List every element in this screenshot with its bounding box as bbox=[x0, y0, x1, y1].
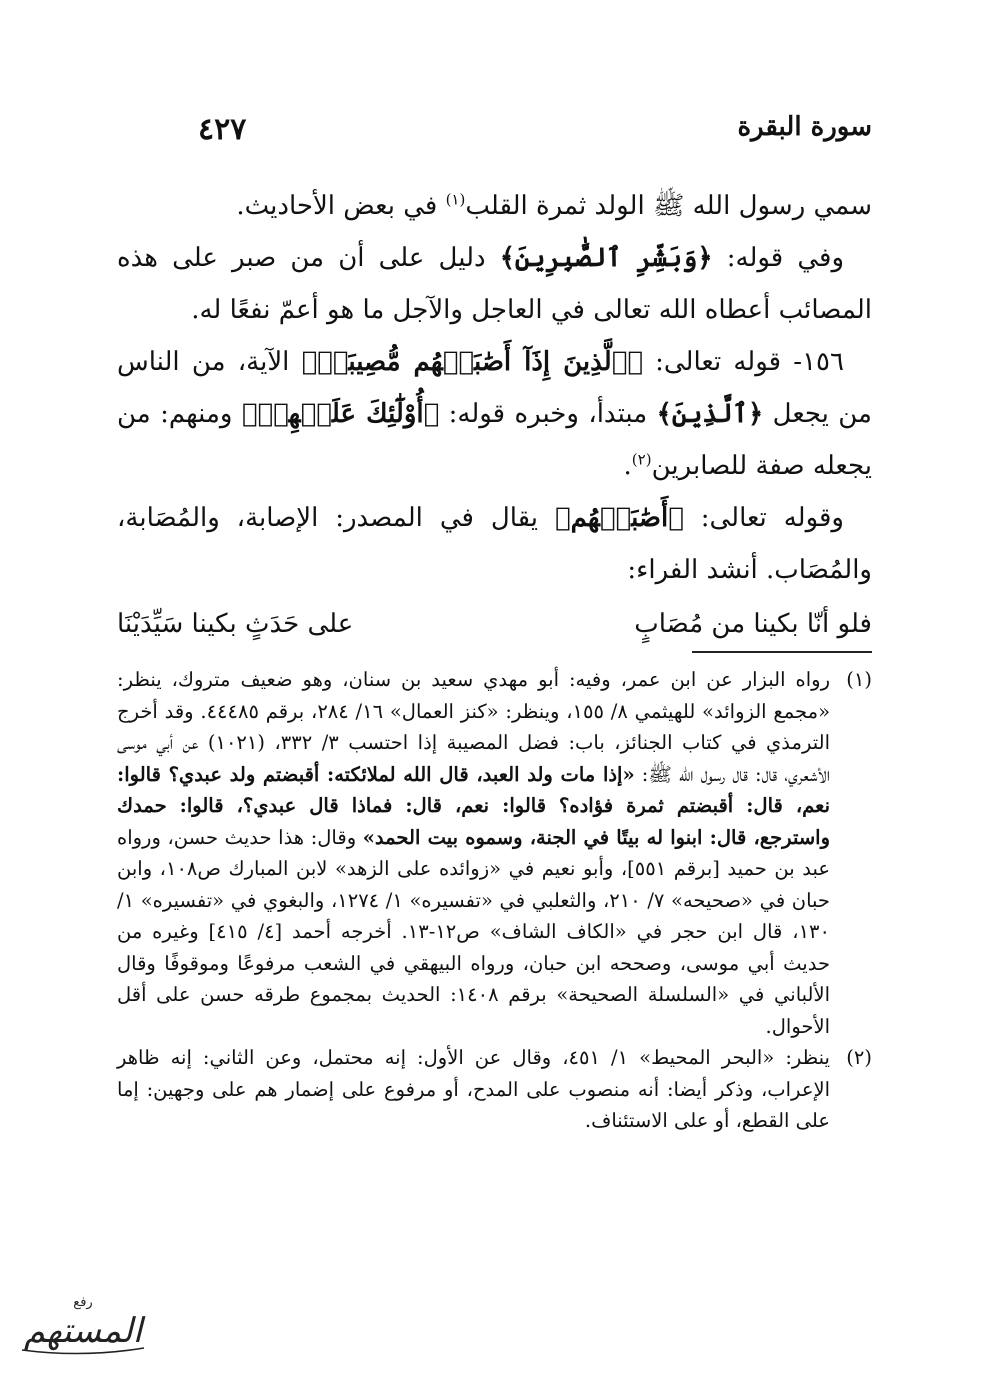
text-run: وقوله تعالى: bbox=[683, 503, 844, 533]
text-run: مبتدأ، وخبره قوله: bbox=[439, 399, 657, 429]
paragraph-3 bbox=[117, 336, 872, 492]
footnote-ref-1[interactable]: (١) bbox=[445, 190, 466, 209]
main-text bbox=[117, 180, 872, 650]
footnote-number: (٢) bbox=[846, 1046, 872, 1069]
footnote-text: ينظر: «البحر المحيط» ١/ ٤٥١، وقال عن الأول: إنه محتمل، وعن الثاني: إنه ظاهر الإعراب، وذكر أيضا: أنه منصوب على المدح، أو مرفوع على إضمار هم على وجهين: إما على القطع، أو على الاستئناف. bbox=[117, 1046, 830, 1132]
footnote-ref-2[interactable]: (٢) bbox=[631, 450, 652, 469]
running-header bbox=[160, 112, 872, 152]
text-run: ١٥٦- قوله تعالى: bbox=[642, 347, 844, 377]
publisher-logo bbox=[8, 1290, 158, 1360]
text-run: وقال: هذا حديث حسن، ورواه عبد بن حميد [برقم ٥٥١]، وأبو نعيم في «زوائده على الزهد» لابن المبارك ص١٠٨، وابن حبان في «صحيحه» ٧/ ٢١٠، والثعلبي في «تفسيره» ١/ ١٢٧٤، والبغوي في «تفسيره» ١/ ١٣٠، قال ابن حجر في «الكاف الشاف» ص١٢-١٣. أخرجه أحمد [٤/ ٤١٥] وغيره من حديث أبي موسى، وصححه ابن حبان، ورواه البيهقي في الشعب مرفوعًا وموقوفًا وقال الألباني في «السلسلة الصحيحة» برقم ١٤٠٨: الحديث بمجموع طرقه حسن على أقل الأحوال. bbox=[117, 825, 831, 1038]
poetry-verse bbox=[117, 598, 872, 650]
text-run: الآية، من الناس من يجعل bbox=[117, 347, 872, 429]
paragraph-1 bbox=[117, 180, 872, 232]
logo-text: المستهم bbox=[23, 1311, 143, 1351]
quran-quote: ﴿أَصَٰبَتۡهُم﴾ bbox=[554, 503, 684, 533]
text-run: في بعض الأحاديث. bbox=[236, 191, 446, 221]
footnote-text bbox=[117, 664, 830, 1042]
text-run: ومنهم: من يجعله صفة للصابرين bbox=[117, 399, 872, 481]
paragraph-4 bbox=[117, 492, 872, 596]
surah-title: سورة البقرة bbox=[737, 112, 872, 142]
text-run: دليل على أن من صبر على هذه المصائب أعطاه الله تعالى في العاجل والآجل ما هو أعمّ نفعًا له. bbox=[117, 243, 872, 325]
footnote-2 bbox=[117, 1042, 872, 1137]
hadith-quote: «إذا مات ولد العبد، قال الله لملائكته: أقبضتم ولد عبدي؟ قالوا: نعم، قال: أقبضتم ثمرة فؤاده؟ قالوا: نعم، قال: فماذا قال عبدي؟، قالوا: حمدك واسترجع، قال: ابنوا له بيتًا في الجنة، وسموه بيت الحمد» bbox=[117, 762, 831, 849]
text-run: وفي قوله: bbox=[712, 243, 844, 273]
verse-first-hemistich: فلو أنّا بكينا من مُصَابٍ bbox=[634, 609, 872, 639]
quran-quote: ﴿ٱلَّذِينَ﴾ bbox=[656, 399, 764, 429]
text-run: رواه البزار عن ابن عمر، وفيه: أبو مهدي سعيد بن سنان، وهو ضعيف متروك، ينظر: «مجمع الزوائد» للهيثمي ٨/ ١٥٥، وينظر: «كنز العمال» ١٦/ ٢٨٤، برقم ٤٤٤٨٥. وقد أخرج الترمذي في كتاب الجنائز، باب: فضل المصيبة إذا احتسب ٣/ ٣٣٢، (١٠٢١) عن أبي موسى الأشعري، قال: قال رسول الله ﷺ: bbox=[117, 668, 831, 786]
quran-quote: ﴿أُوْلَٰٓئِكَ عَلَيۡهِمۡ﴾ bbox=[241, 399, 440, 429]
footnote-1 bbox=[117, 664, 872, 1042]
footnotes bbox=[117, 664, 872, 1137]
footnote-number: (١) bbox=[846, 668, 872, 691]
verse-second-hemistich: على حَدَثٍ بكينا سَيِّدَيْنَا bbox=[117, 609, 354, 639]
page-number: ٤٢٧ bbox=[198, 112, 247, 147]
logo-subtext: رفع bbox=[73, 1295, 93, 1310]
quran-quote: ﴿وَبَشِّرِ ٱلصَّٰبِرِينَ﴾ bbox=[499, 243, 713, 273]
text-run: سمي رسول الله ﷺ الولد ثمرة القلب bbox=[465, 191, 872, 221]
footnote-separator bbox=[692, 651, 872, 653]
text-run: يقال في المصدر: الإصابة، والمُصَابة، والمُصَاب. أنشد الفراء: bbox=[117, 503, 872, 585]
paragraph-2 bbox=[117, 232, 872, 336]
quran-quote: ﴿ٱلَّذِينَ إِذَآ أَصَٰبَتۡهُم مُّصِيبَةٞ﴾ bbox=[301, 347, 643, 377]
text-run: . bbox=[623, 451, 632, 481]
